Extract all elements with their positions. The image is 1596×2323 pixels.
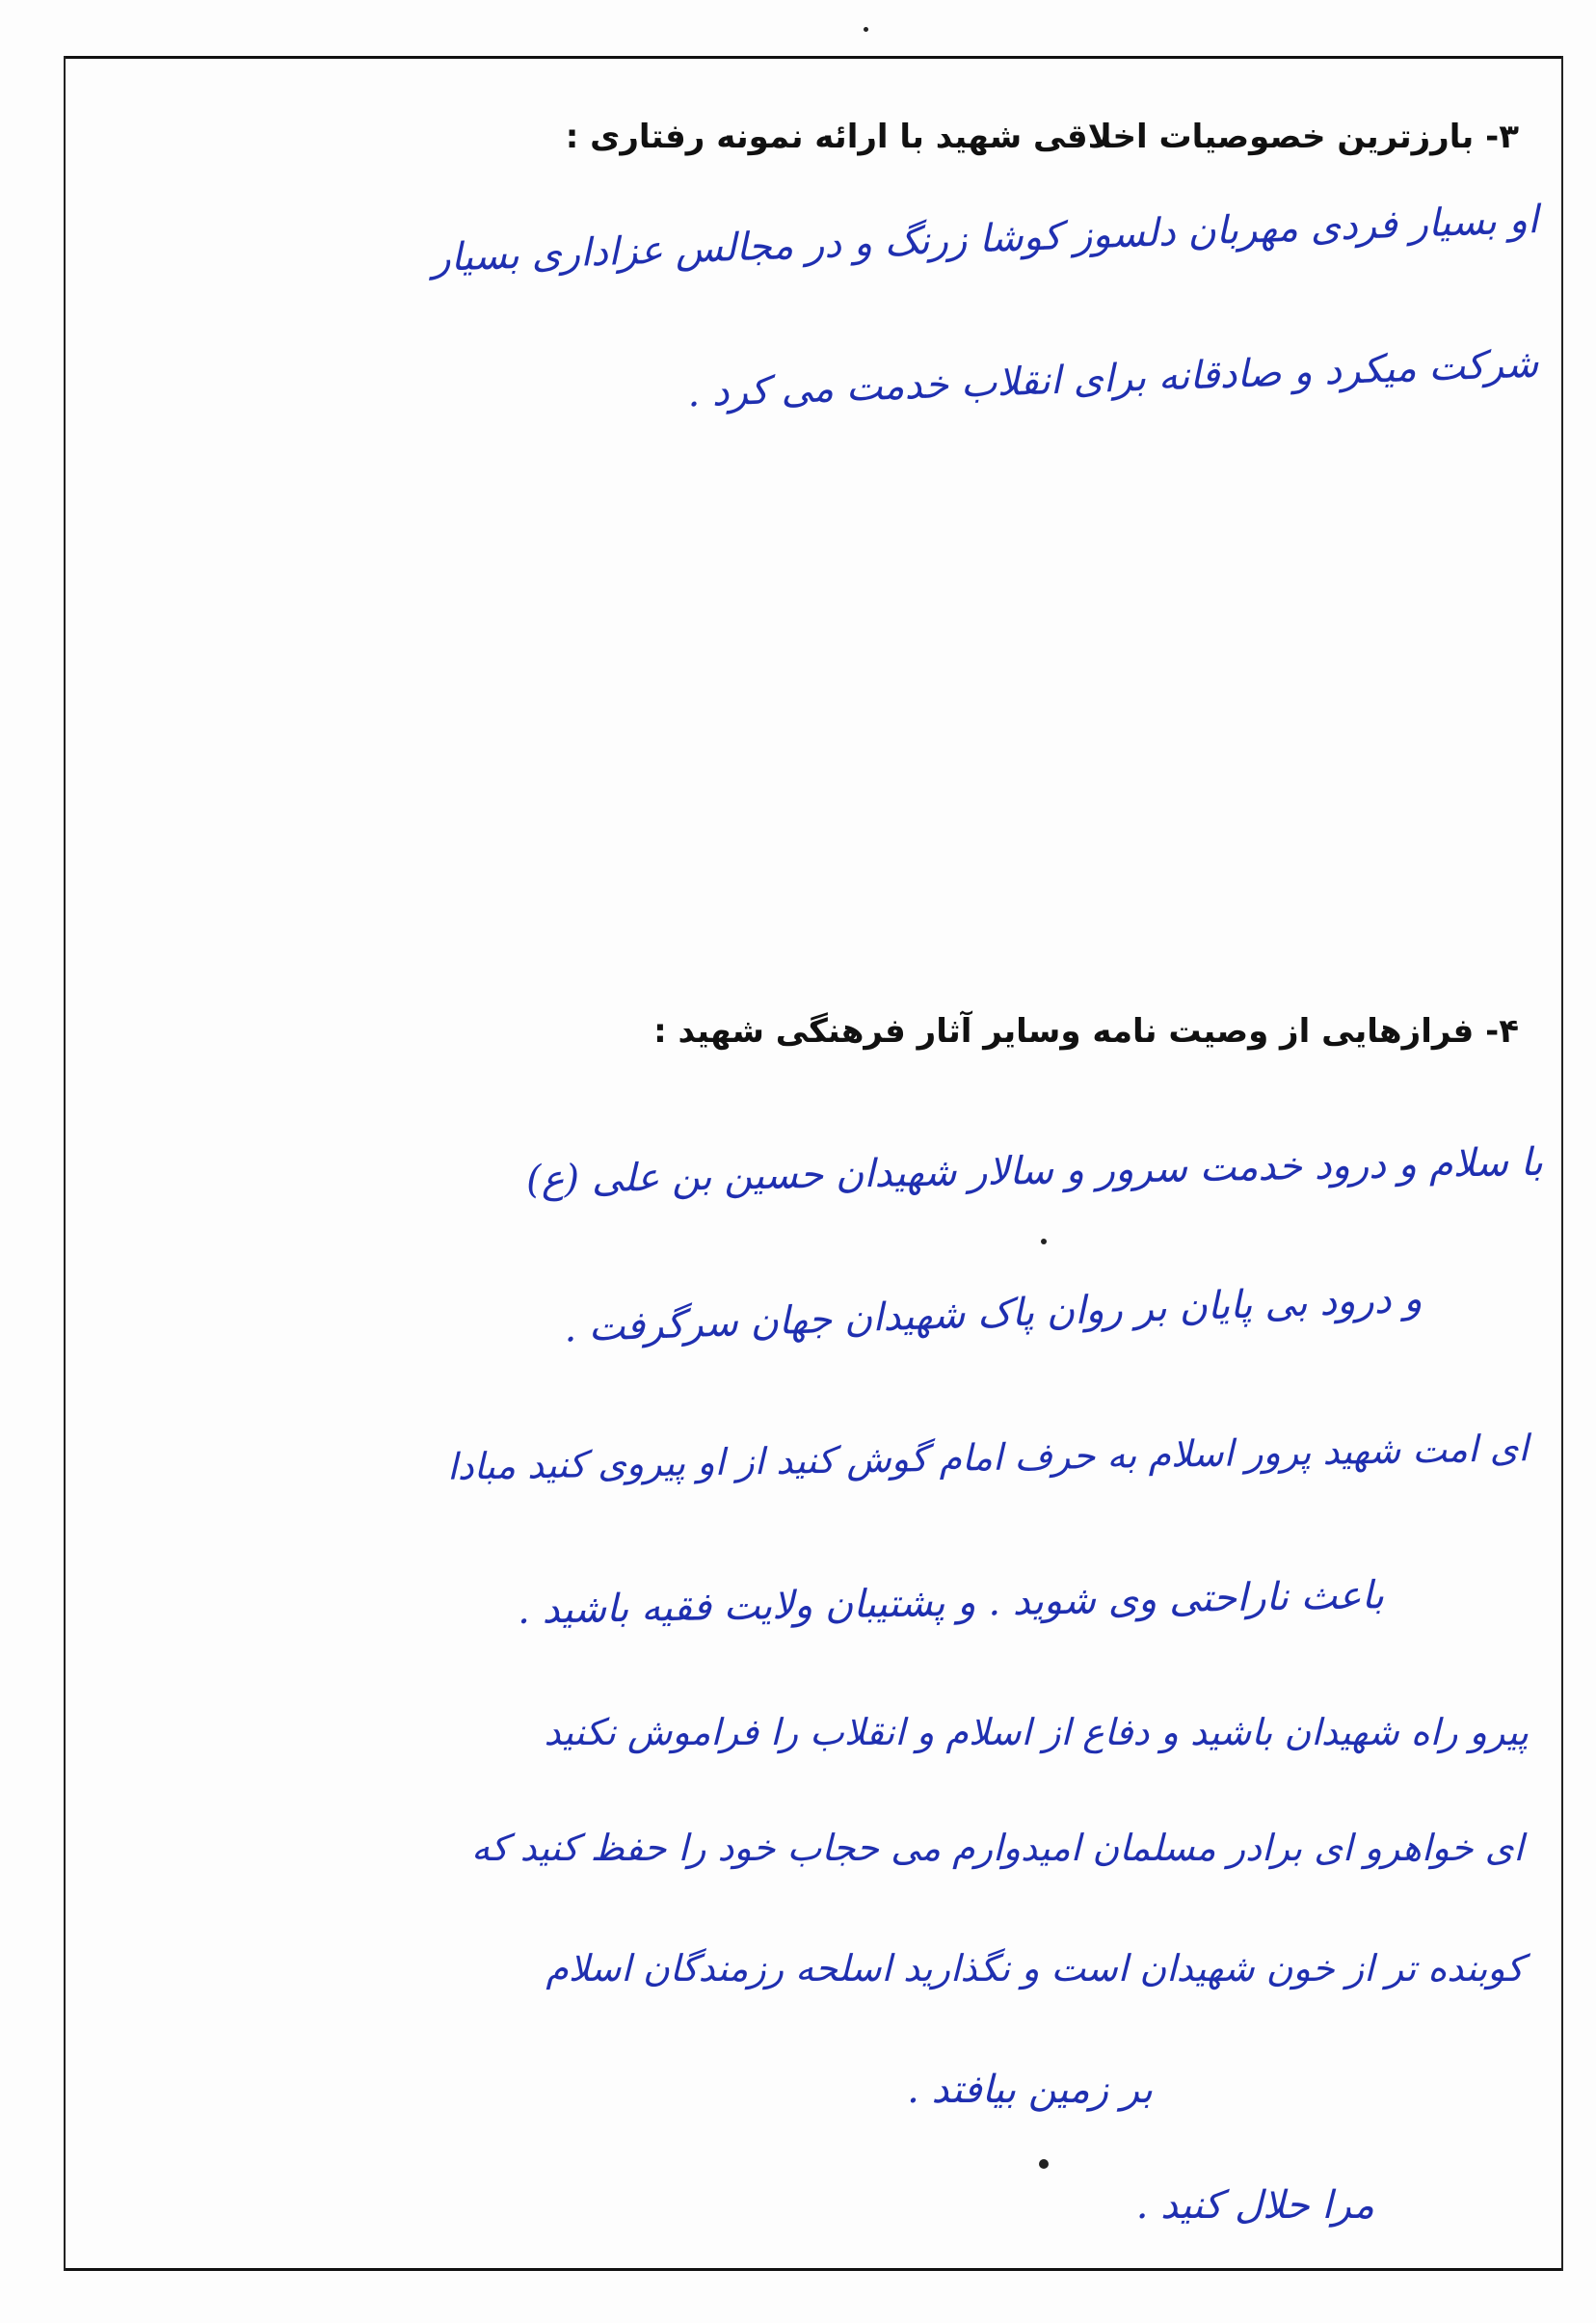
section-3-answer-line: او بسیار فردی مهربان دلسوز کوشا زرنگ و در مجالس عزاداری بسیار <box>431 197 1539 281</box>
section-4-answer-line: و درود بی پایان بر روان پاک شهیدان جهان سرگرفت . <box>563 1276 1423 1351</box>
right-margin-rule <box>1561 56 1563 2271</box>
section-4-answer-line: ای خواهرو ای برادر مسلمان امیدوارم می حجاب خود را حفظ کنید که <box>471 1827 1524 1869</box>
section-4-heading: ۴- فرازهایی از وصیت نامه وسایر آثار فرهنگی شهید : <box>653 1012 1519 1051</box>
ink-speck <box>1041 1239 1047 1244</box>
left-margin-rule <box>64 56 66 2271</box>
section-3-answer-line: شرکت میکرد و صادقانه برای انقلاب خدمت می کرد . <box>686 341 1539 416</box>
section-4-answer-line: باعث ناراحتی وی شوید . و پشتیبان ولایت فقیه باشید . <box>517 1573 1385 1633</box>
section-4-answer-line: کوبنده تر از خون شهیدان است و نگذارید اسلحه رزمندگان اسلام <box>545 1947 1524 1989</box>
section-4-answer-line: بر زمین بیافتد . <box>907 2068 1153 2112</box>
ink-speck <box>1039 2159 1049 2169</box>
section-4-answer-line: ای امت شهید پرور اسلام به حرف امام گوش کنید از او پیروی کنید مبادا <box>446 1427 1530 1488</box>
ink-speck <box>864 27 868 32</box>
section-4-answer-line: پیرو راه شهیدان باشید و دفاع از اسلام و انقلاب را فراموش نکنید <box>544 1711 1529 1753</box>
section-4-answer-line: با سلام و درود خدمت سرور و سالار شهیدان حسین بن علی (ع) <box>525 1139 1544 1203</box>
section-3-heading: ۳- بارزترین خصوصیات اخلاقی شهید با ارائه نمونه رفتاری : <box>565 118 1519 156</box>
section-4-answer-line: مرا حلال کنید . <box>1135 2183 1374 2228</box>
